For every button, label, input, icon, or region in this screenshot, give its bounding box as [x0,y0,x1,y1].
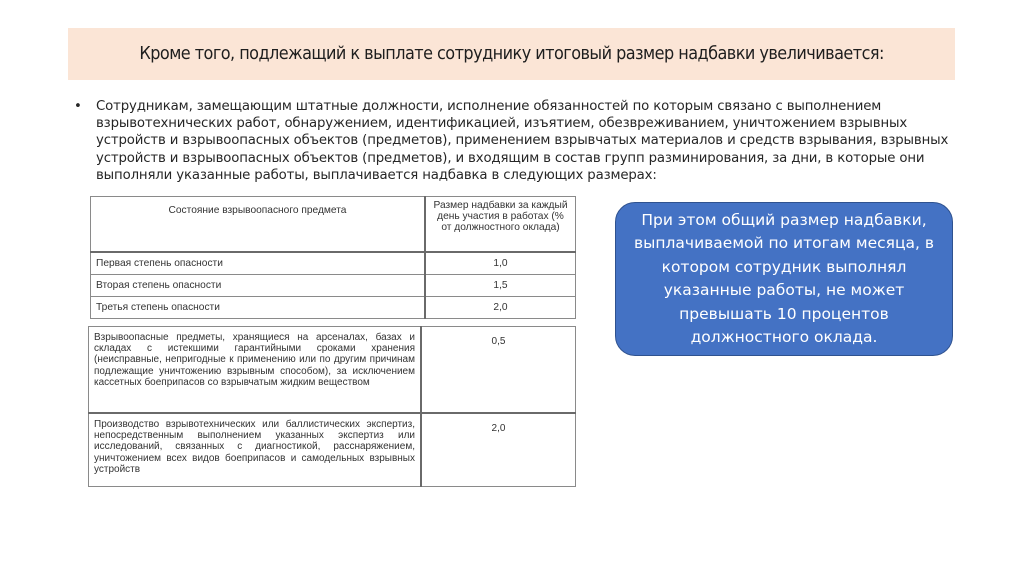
special-works-table [88,326,576,487]
work-description-cell: Производство взрывотехнических или баллистических экспертиз, непосредственным выполнением указанных экспертиз или исследований, связанных с диагностикой, расснаряжением, уничтожением всех видов боеприпасов и самодельных взрывных устройств [89,413,422,487]
bonus-value-cell: 0,5 [421,327,576,414]
hazard-level-cell: Первая степень опасности [91,252,426,275]
table-row [91,297,576,319]
table-row [91,252,576,275]
slide-title-band [68,28,955,80]
table-row [91,275,576,297]
bullet-paragraph [74,98,964,184]
table-row [89,413,576,487]
column-header-bonus: Размер надбавки за каждый день участия в работах (% от должностного оклада) [425,197,576,253]
table-row [89,327,576,414]
bonus-value-cell: 1,0 [425,252,576,275]
hazard-level-cell: Вторая степень опасности [91,275,426,297]
work-description-cell: Взрывоопасные предметы, хранящиеся на арсеналах, базах и складах с истекшими гарантийными сроками хранения (неисправные, непригодные к применению или по другим причинам подлежащие уничтожению взрывным способом), за исключением кассетных боеприпасов со взрывчатым жидким веществом [89,327,422,414]
bonus-value-cell: 2,0 [421,413,576,487]
bullet-text: Сотрудникам, замещающим штатные должности, исполнение обязанностей по которым связано с выполнением взрывотехнических работ, обнаружением, идентификацией, изъятием, обезвреживанием, уничтожением взрывных устройств и взрывоопасных объектов (предметов), применением взрывчатых материалов и средств взрывания, взрывных устройств и взрывоопасных объектов (предметов), и входящим в состав групп разминирования, за дни, в которые они выполняли указанные работы, выплачивается надбавка в следующих размерах: [96,99,949,183]
hazard-level-table [90,196,576,319]
bullet-marker: • [74,99,82,114]
callout-box [615,202,953,356]
table-header-row [91,197,576,253]
column-header-state: Состояние взрывоопасного предмета [91,197,426,253]
slide-title: Кроме того, подлежащий к выплате сотруднику итоговый размер надбавки увеличивается: [139,44,884,64]
bonus-value-cell: 1,5 [425,275,576,297]
callout-text: При этом общий размер надбавки, выплачиваемой по итогам месяца, в котором сотрудник выполнял указанные работы, не может превышать 10 процентов должностного оклада. [634,210,934,346]
bonus-value-cell: 2,0 [425,297,576,319]
hazard-level-cell: Третья степень опасности [91,297,426,319]
